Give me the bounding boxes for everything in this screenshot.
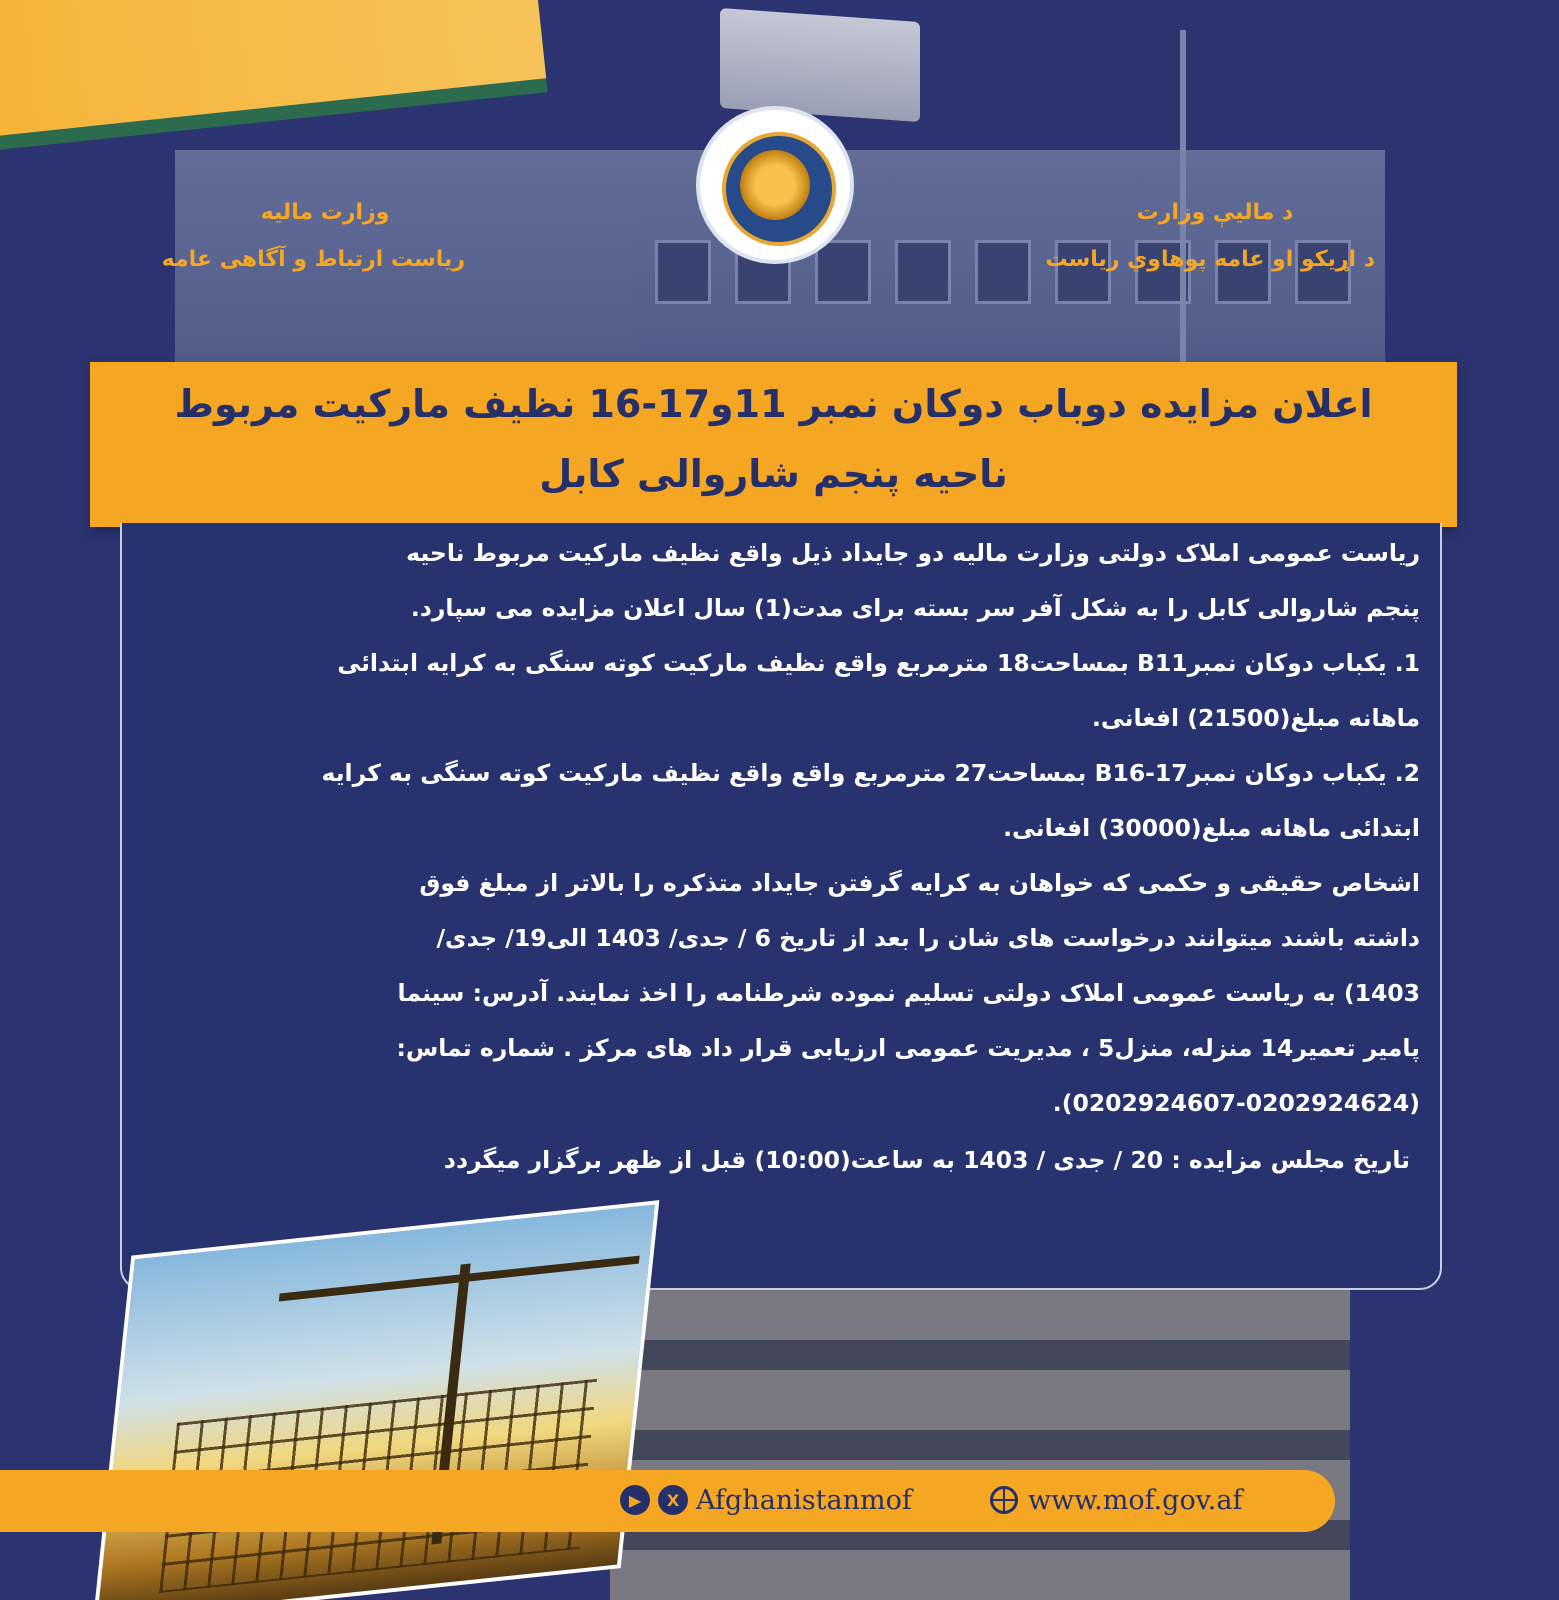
body-line: 1403) به ریاست عمومی املاک دولتی تسلیم نموده شرطنامه را اخذ نمایند. آدرس: سینما xyxy=(397,979,1420,1007)
body-line: 2. یکباب دوکان نمبرB16-17 بمساحت27 مترمربع واقع واقع نظیف مارکیت کوته سنگی به کرایه xyxy=(321,759,1420,787)
body-line: داشته باشند میتوانند درخواست های شان را بعد از تاریخ 6 / جدی/ 1403 الی19/ جدی/ xyxy=(436,924,1420,952)
building-window xyxy=(895,240,951,304)
auction-date-line: تاریخ مجلس مزایده : 20 / جدی / 1403 به ساعت(10:00) قبل از ظهر برگزار میگردد xyxy=(443,1146,1410,1174)
body-line: ابتدائی ماهانه مبلغ(30000) افغانی. xyxy=(1003,814,1420,842)
building-window xyxy=(815,240,871,304)
social-handle-link[interactable] xyxy=(620,1480,912,1520)
header-left-ministry: وزارت مالیه xyxy=(260,200,390,225)
body-line: (0202924607-0202924624). xyxy=(1052,1089,1420,1117)
body-line: ریاست عمومی املاک دولتی وزارت مالیه دو جایداد ذیل واقع نظیف مارکیت مربوط ناحیه xyxy=(406,539,1420,567)
header-right-ministry: د مالیې وزارت xyxy=(1136,200,1294,225)
corner-ribbon-decoration xyxy=(0,0,546,141)
body-line: 1. یکباب دوکان نمبرB11 بمساحت18 مترمربع واقع نظیف مارکیت کوته سنگی به کرایه ابتدائی xyxy=(337,649,1420,677)
title-line-2: ناحیه پنجم شاروالی کابل xyxy=(539,452,1008,496)
ministry-seal-icon xyxy=(700,110,850,260)
construction-photo xyxy=(93,1200,660,1600)
body-line: پنجم شاروالی کابل را به شکل آفر سر بسته برای مدت(1) سال اعلان مزایده می سپارد. xyxy=(410,594,1420,622)
title-banner xyxy=(90,362,1457,527)
title-line-1: اعلان مزایده دوباب دوکان نمبر 11و17-16 نظیف مارکیت مربوط xyxy=(174,382,1373,426)
building-window xyxy=(975,240,1031,304)
header-right-department: د اړیکو او عامه پوهاوي ریاست xyxy=(1045,247,1375,272)
seal-core xyxy=(740,150,810,220)
building-window xyxy=(655,240,711,304)
website-text[interactable]: www.mof.gov.af xyxy=(1028,1484,1243,1516)
body-line: ماهانه مبلغ(21500) افغانی. xyxy=(1091,704,1420,732)
body-line: اشخاص حقیقی و حکمی که خواهان به کرایه گرفتن جایداد متذکره را بالاتر از مبلغ فوق xyxy=(419,869,1420,897)
globe-icon xyxy=(990,1486,1018,1514)
website-link[interactable] xyxy=(990,1480,1242,1520)
body-line: پامیر تعمیر14 منزله، منزل5 ، مدیریت عمومی ارزیابی قرار داد های مرکز . شماره تماس: xyxy=(396,1034,1420,1062)
social-handle-text[interactable]: Afghanistanmof xyxy=(696,1484,912,1516)
header-left-department: ریاست ارتباط و آگاهی عامه xyxy=(161,247,465,272)
youtube-icon[interactable]: ▶ xyxy=(620,1485,650,1515)
flag-image xyxy=(720,8,920,122)
x-icon[interactable]: X xyxy=(658,1485,688,1515)
